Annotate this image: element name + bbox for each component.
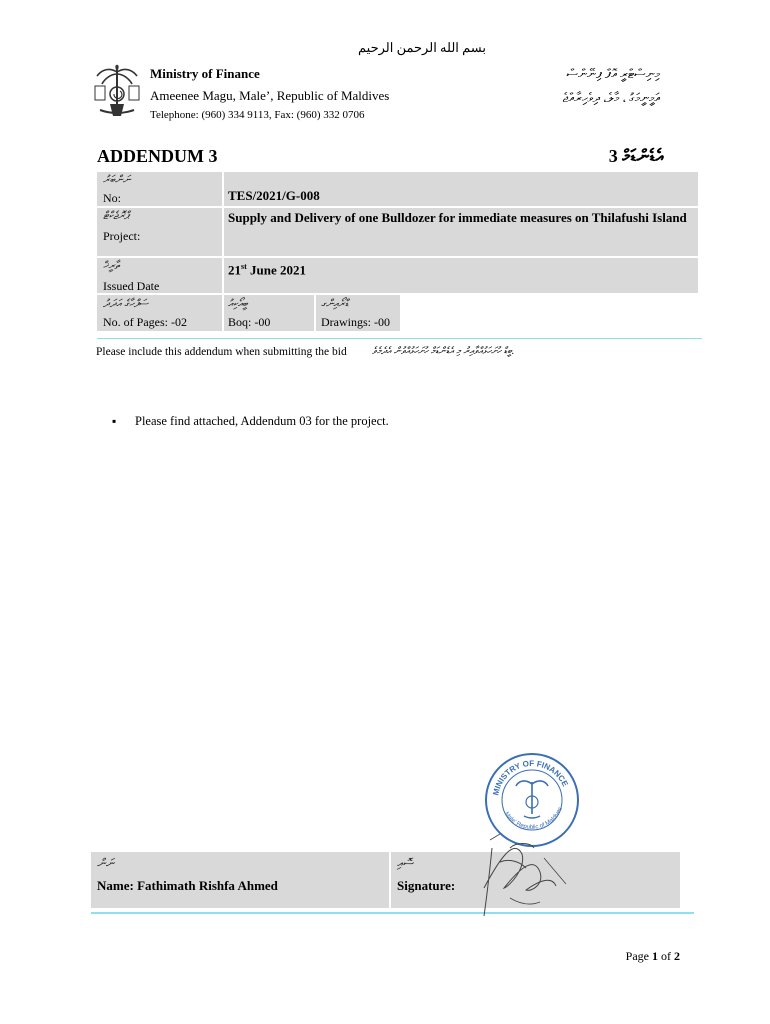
addendum-title: ADDENDUM 3 xyxy=(97,146,218,166)
no-value: TES/2021/G-008 xyxy=(228,188,320,203)
project-value-cell xyxy=(224,208,698,256)
ministry-address: Ameenee Magu, Male’, Republic of Maldives xyxy=(150,88,390,103)
maldives-emblem-icon xyxy=(92,64,142,124)
project-label: Project: xyxy=(103,229,141,243)
name-label-dhivehi: ނަން xyxy=(97,856,114,870)
divider-line xyxy=(97,338,702,339)
project-value: Supply and Delivery of one Bulldozer for immediate measures on Thilafushi Island xyxy=(228,210,687,225)
ministry-name: Ministry of Finance xyxy=(150,66,260,81)
issued-month-year: June 2021 xyxy=(246,262,307,278)
ministry-address-dhivehi: އަމީނީމަގު ، މާލެ، ދިވެހިރާއްޖެ xyxy=(562,90,660,105)
project-label-cell xyxy=(97,208,222,256)
bismillah-calligraphy: بسم الله الرحمن الرحيم xyxy=(358,40,487,55)
issued-value-cell xyxy=(224,258,698,293)
page-current: 1 xyxy=(652,949,658,963)
page-prefix: Page xyxy=(625,949,652,963)
no-label: No: xyxy=(103,191,121,205)
drawings-label-dhivehi: ޑްރޯއިންގ xyxy=(321,298,349,310)
instruction-note-dhivehi: ބީޑް ހުށަހަޅުއްވާއިރު މި އެޑެންޑަމް ހުށަހަޅުއްވުން އެދެމެވެ. xyxy=(372,346,515,357)
ministry-phone: Telephone: (960) 334 9113, Fax: (960) 332 0706 xyxy=(150,109,365,121)
signature-label: Signature: xyxy=(397,878,456,893)
project-label-dhivehi: ޕްރޮޖެކްޓް xyxy=(103,210,129,222)
pages-label-dhivehi: ސަފްހާގެ އަދަދު xyxy=(103,298,149,310)
body-item: Please find attached, Addendum 03 for the project. xyxy=(135,414,389,428)
no-value-cell xyxy=(224,172,698,206)
addendum-title-dhivehi: 3 އެޑެންޑަމް xyxy=(608,146,664,166)
no-label-dhivehi: ނަންބަރު xyxy=(103,174,131,186)
pages-cell xyxy=(97,295,222,331)
boq-label-dhivehi: ބީއޯކިއު xyxy=(228,298,248,310)
instruction-note: Please include this addendum when submitting the bid xyxy=(96,346,347,358)
page-total: 2 xyxy=(674,949,680,963)
issued-label-cell xyxy=(97,258,222,293)
page-of: of xyxy=(658,949,674,963)
stamp-top-text: MINISTRY OF FINANCE xyxy=(491,758,570,797)
issued-label-dhivehi: ތާރީޚް xyxy=(103,260,120,272)
issued-value xyxy=(228,262,306,278)
drawings-cell xyxy=(316,295,400,331)
boq-label: Boq: -00 xyxy=(228,315,271,329)
drawings-label: Drawings: -00 xyxy=(321,315,390,329)
issued-label: Issued Date xyxy=(103,279,160,293)
issued-day: 21 xyxy=(228,262,241,278)
name-box xyxy=(91,852,389,908)
bullet-icon: ▪ xyxy=(112,414,117,428)
no-label-cell xyxy=(97,172,222,206)
handwritten-signature xyxy=(470,828,580,924)
pages-label: No. of Pages: -02 xyxy=(103,315,187,329)
signature-divider xyxy=(91,912,694,914)
stamp-bottom-text: Male' Republic of Maldives xyxy=(503,806,564,831)
issued-day-suffix: st xyxy=(241,262,247,271)
signature-label-dhivehi: ސޮއި xyxy=(397,856,414,870)
ministry-name-dhivehi: މިނިސްޓްރީ އޮފް ފިނޭންސް xyxy=(566,66,660,81)
boq-cell xyxy=(224,295,314,331)
signatory-name: Name: Fathimath Rishfa Ahmed xyxy=(97,878,278,893)
page-number xyxy=(626,949,680,964)
